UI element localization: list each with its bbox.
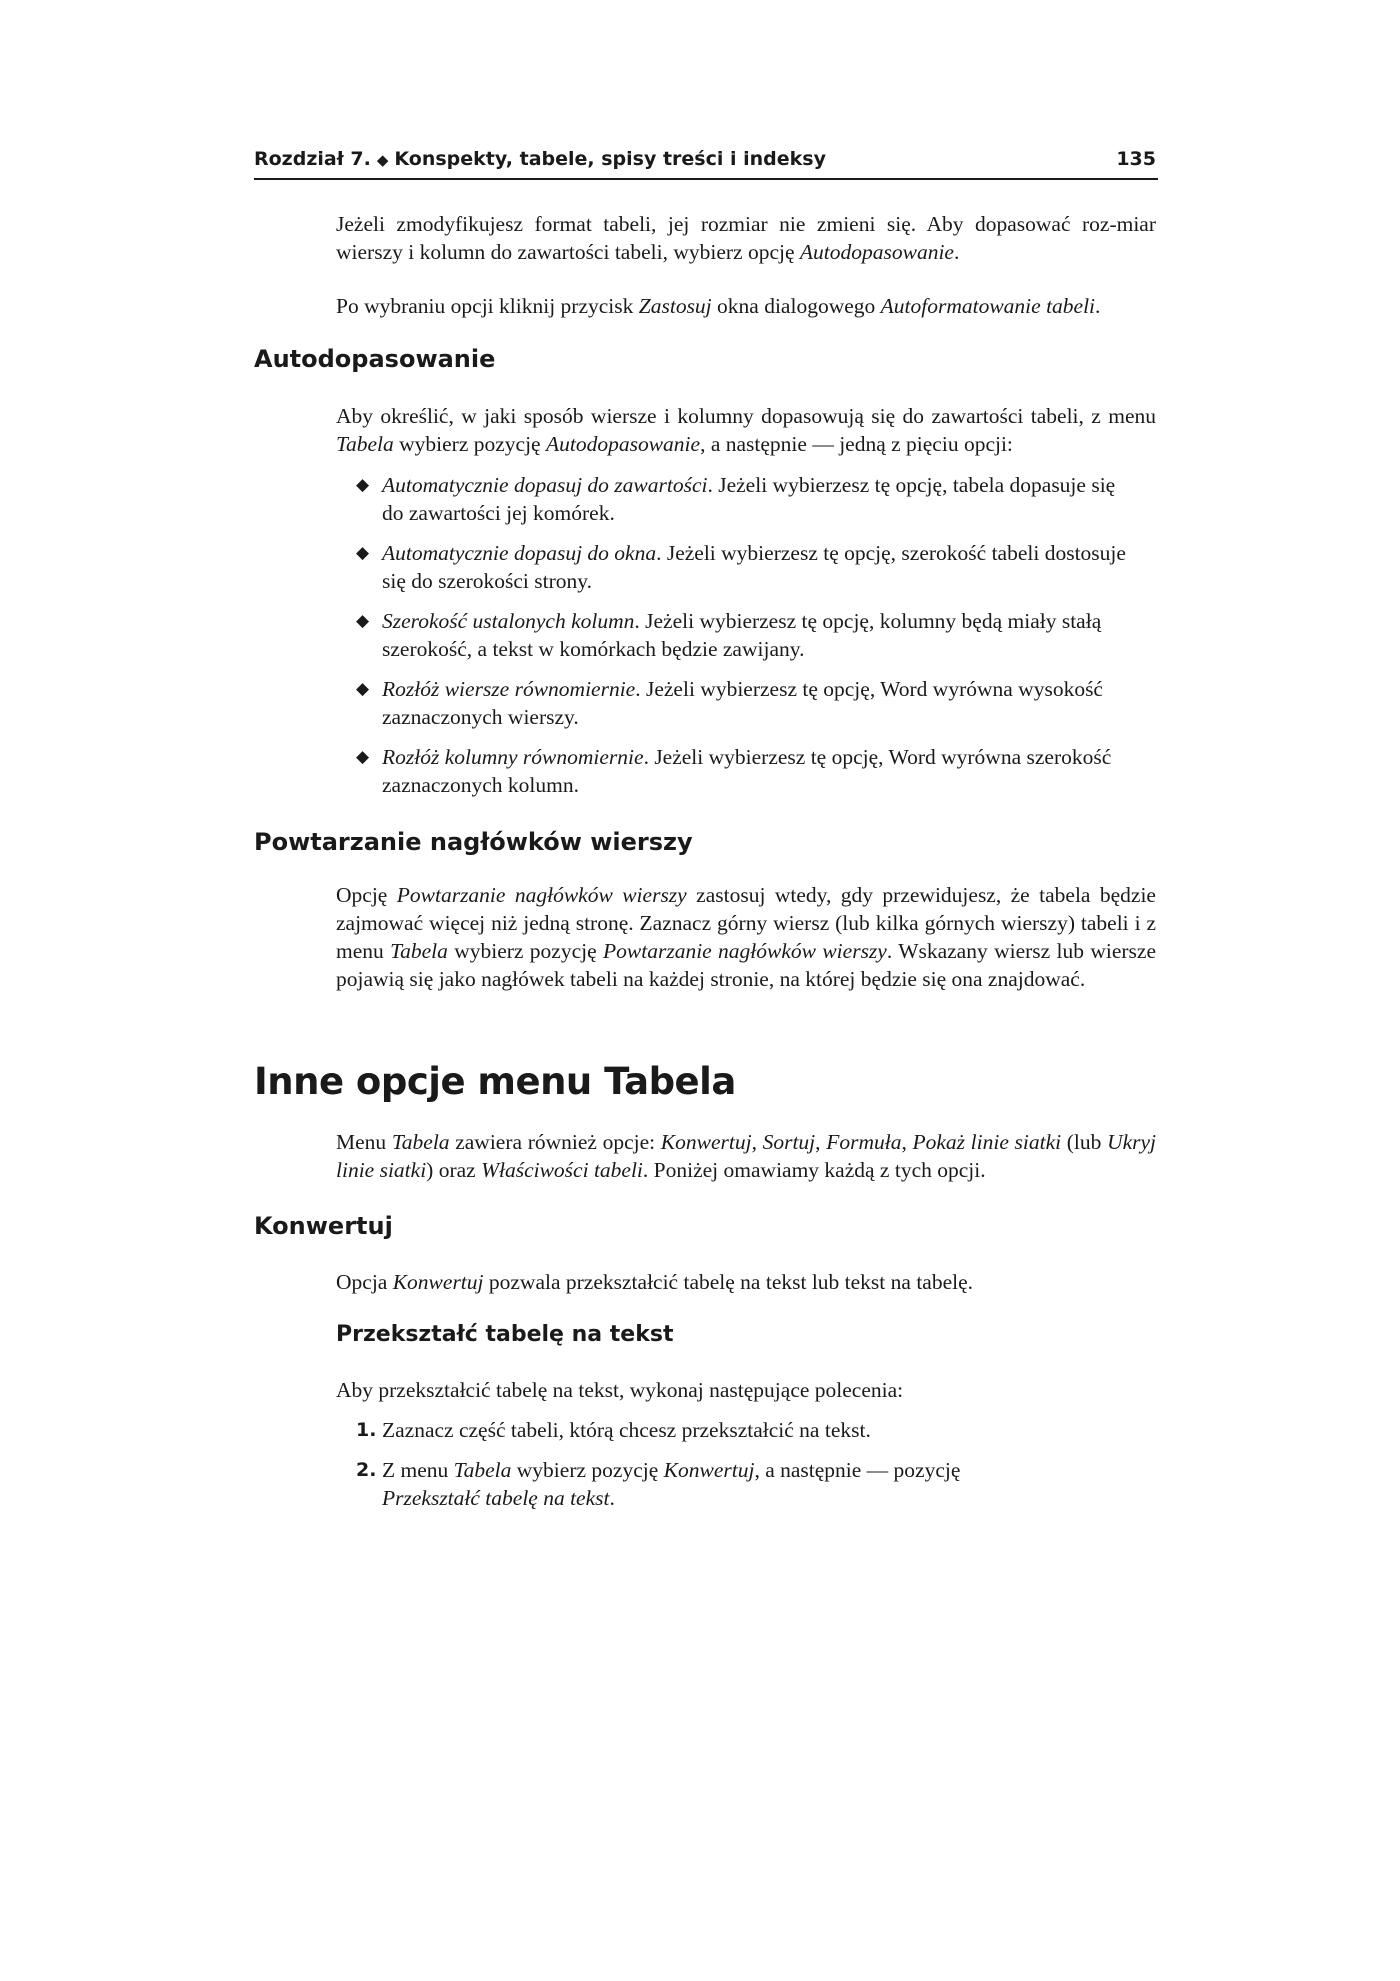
italic-term: Zastosuj	[638, 294, 712, 318]
diamond-bullet-icon: ◆	[356, 611, 370, 630]
italic-term: Tabela	[336, 432, 394, 456]
italic-term: Rozłóż wiersze równomiernie	[382, 677, 636, 701]
italic-term: Powtarzanie nagłówków wierszy	[603, 939, 887, 963]
text-run: wybierz pozycję	[511, 1458, 664, 1482]
text-run: Jeżeli zmodyfikujesz format tabeli, jej rozmiar nie zmieni się. Aby dopasować roz-miar wierszy i kolumn do zawartości tabeli, wybierz opcję	[336, 212, 1156, 264]
list-item-text	[382, 607, 1142, 663]
text-run: . Jeżeli wybierzesz tę opcję, kolumny będą miały stałą szerokość, a tekst w komórkach będzie zawijany.	[382, 609, 1102, 661]
diamond-bullet-icon: ◆	[356, 475, 370, 494]
step-number: 1.	[356, 1419, 377, 1441]
powtarzanie-paragraph	[336, 881, 1156, 993]
italic-term: Właściwości tabeli	[481, 1158, 643, 1182]
konwertuj-paragraph	[336, 1268, 1156, 1296]
list-item-text	[382, 539, 1142, 595]
italic-term: Konwertuj	[660, 1130, 752, 1154]
text-run: ,	[901, 1130, 913, 1154]
italic-term: Konwertuj	[392, 1270, 484, 1294]
text-run: Z menu	[382, 1458, 454, 1482]
inne-paragraph	[336, 1128, 1156, 1184]
diamond-bullet-icon: ◆	[356, 543, 370, 562]
text-run: okna dialogowego	[711, 294, 881, 318]
step-text: Zaznacz część tabeli, którą chcesz przekształcić na tekst.	[382, 1418, 871, 1442]
text-run: zawiera również opcje:	[449, 1130, 661, 1154]
text-run: wybierz pozycję	[447, 939, 604, 963]
autodopasowanie-lead	[336, 402, 1156, 458]
italic-term: Tabela	[453, 1458, 512, 1482]
italic-term: Autodopasowanie	[799, 240, 954, 264]
subsection-heading-przeksztalc: Przekształć tabelę na tekst	[336, 1322, 674, 1347]
diamond-bullet-icon: ◆	[356, 679, 370, 698]
intro-paragraph-2	[336, 292, 1156, 320]
step-text	[382, 1456, 1162, 1512]
text-run: .	[953, 240, 960, 264]
diamond-bullet-icon: ◆	[356, 747, 370, 766]
italic-term: Tabela	[391, 1130, 450, 1154]
chapter-section-heading: Inne opcje menu Tabela	[254, 1060, 736, 1103]
text-run: . Jeżeli wybierzesz tę opcję, Word wyrówna szerokość zaznaczonych kolumn.	[382, 745, 1112, 797]
text-run: , a następnie — pozycję	[754, 1458, 961, 1482]
text-run: Menu	[336, 1130, 392, 1154]
italic-term: Autoformatowanie tabeli	[880, 294, 1096, 318]
italic-term: Formuła	[826, 1130, 902, 1154]
list-item-text	[382, 743, 1142, 799]
text-run: . Jeżeli wybierzesz tę opcję, tabela dopasuje się do zawartości jej komórek.	[382, 473, 1116, 525]
italic-term: Powtarzanie nagłówków wierszy	[396, 883, 687, 907]
italic-term: Przekształć tabelę na tekst	[382, 1486, 610, 1510]
text-run: (lub	[1061, 1130, 1108, 1154]
running-header-chapter	[254, 148, 826, 170]
section-heading-konwertuj: Konwertuj	[254, 1212, 393, 1240]
italic-term: Sortuj	[762, 1130, 816, 1154]
text-run: . Jeżeli wybierzesz tę opcję, szerokość tabeli dostosuje się do szerokości strony.	[382, 541, 1126, 593]
text-run: wybierz pozycję	[393, 432, 546, 456]
italic-term: Automatycznie dopasuj do zawartości	[382, 473, 708, 497]
diamond-separator-icon: ◆	[376, 151, 389, 169]
italic-term: Szerokość ustalonych kolumn	[382, 609, 635, 633]
italic-term: Rozłóż kolumny równomiernie	[382, 745, 644, 769]
section-heading-autodopasowanie: Autodopasowanie	[254, 345, 496, 373]
list-item-text	[382, 675, 1142, 731]
text-run: pozwala przekształcić tabelę na tekst lub tekst na tabelę.	[483, 1270, 974, 1294]
text-run: ,	[815, 1130, 827, 1154]
list-item-text	[382, 471, 1142, 527]
text-run: Opcję	[336, 883, 397, 907]
text-run: , a następnie — jedną z pięciu opcji:	[700, 432, 1013, 456]
text-run: . Jeżeli wybierzesz tę opcję, Word wyrówna wysokość zaznaczonych wierszy.	[382, 677, 1103, 729]
text-run: . Poniżej omawiamy każdą z tych opcji.	[642, 1158, 986, 1182]
text-run: . Wskazany wiersz lub wiersze pojawią się jako nagłówek tabeli na każdej stronie, na której będzie się ona znajdować.	[336, 939, 1156, 991]
chapter-number: Rozdział 7.	[254, 148, 371, 170]
przeksztalc-lead: Aby przekształcić tabelę na tekst, wykonaj następujące polecenia:	[336, 1378, 904, 1402]
chapter-title: Konspekty, tabele, spisy treści i indeksy	[394, 148, 826, 170]
text-run: Aby określić, w jaki sposób wiersze i kolumny dopasowują się do zawartości tabeli, z menu	[336, 404, 1156, 428]
step-number: 2.	[356, 1459, 377, 1481]
text-run: zastosuj wtedy, gdy przewidujesz, że tabela będzie zajmować więcej niż jedną stronę. Zaznacz górny wiersz (lub kilka górnych wierszy) tabeli i z menu	[336, 883, 1156, 963]
running-header	[254, 144, 1158, 180]
italic-term: Automatycznie dopasuj do okna	[382, 541, 657, 565]
italic-term: Pokaż linie siatki	[912, 1130, 1062, 1154]
italic-term: Ukryj linie siatki	[336, 1130, 1157, 1182]
italic-term: Tabela	[390, 939, 448, 963]
text-run: Po wybraniu opcji kliknij przycisk	[336, 294, 639, 318]
text-run: Opcja	[336, 1270, 393, 1294]
intro-paragraph-1	[336, 210, 1156, 266]
italic-term: Autodopasowanie	[545, 432, 701, 456]
italic-term: Konwertuj	[663, 1458, 755, 1482]
page-number: 135	[1116, 148, 1156, 170]
text-run: ) oraz	[426, 1158, 482, 1182]
text-run: .	[1095, 294, 1101, 318]
text-run: .	[609, 1486, 615, 1510]
section-heading-powtarzanie: Powtarzanie nagłówków wierszy	[254, 828, 693, 856]
text-run: ,	[751, 1130, 763, 1154]
